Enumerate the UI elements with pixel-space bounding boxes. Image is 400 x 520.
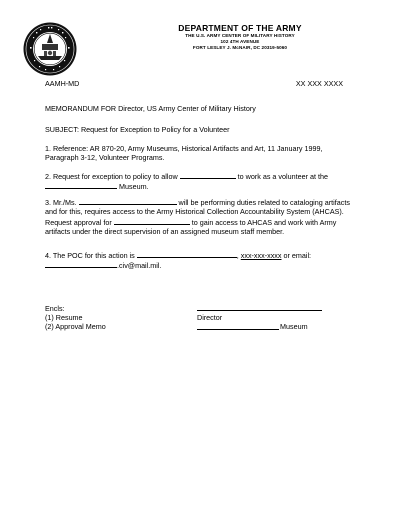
museum-name-signature-blank[interactable] bbox=[197, 329, 279, 330]
museum-name-blank[interactable] bbox=[45, 181, 117, 189]
memo-date: XX XXX XXXX bbox=[295, 79, 343, 88]
street-address: 102 4TH AVENUE bbox=[220, 39, 260, 44]
volunteer-name-blank-2[interactable] bbox=[79, 197, 177, 205]
subject-line: SUBJECT: Request for Exception to Policy for a Volunteer bbox=[45, 125, 230, 134]
p2-text-b: to work as a volunteer at the bbox=[237, 172, 328, 181]
p3-text-c: to gain access to AHCAS and work with Army artifacts under the direct supervision of an assigned museum staff member. bbox=[45, 217, 337, 236]
poc-email-blank[interactable] bbox=[45, 260, 117, 268]
p2-text-a: 2. Request for exception to policy to allow bbox=[45, 172, 178, 181]
department-name: DEPARTMENT OF THE ARMY bbox=[178, 23, 302, 33]
enclosure-resume: (1) Resume bbox=[45, 313, 83, 322]
p4-text-c: .civ@mail.mil. bbox=[117, 261, 162, 271]
city-address: FORT LESLEY J. McNAIR, DC 20319-5060 bbox=[192, 45, 288, 50]
office-symbol: AAMH-MD bbox=[45, 79, 80, 88]
director-signature-line[interactable] bbox=[197, 310, 322, 311]
army-seal-icon bbox=[23, 22, 77, 76]
memorandum-for-line: MEMORANDUM FOR Director, US Army Center of Military History bbox=[45, 104, 256, 113]
paragraph-reference: 1. Reference: AR 870-20, Army Museums, Historical Artifacts and Art, 11 January 1999, Paragraph 3-12, Volunteer Programs. bbox=[45, 144, 323, 163]
p3-text-a: 3. Mr./Ms. bbox=[45, 198, 77, 207]
volunteer-name-blank[interactable] bbox=[180, 171, 236, 179]
director-title: Director bbox=[197, 313, 223, 322]
enclosure-approval-memo: (2) Approval Memo bbox=[45, 322, 106, 331]
paragraph-duties bbox=[45, 197, 355, 236]
p4-text-a: 4. The POC for this action is bbox=[45, 251, 135, 260]
enclosures-label: Encls: bbox=[45, 304, 65, 313]
volunteer-name-blank-3[interactable] bbox=[114, 217, 190, 225]
p2-text-c: Museum. bbox=[119, 182, 149, 192]
poc-name-blank[interactable] bbox=[137, 250, 237, 258]
p3-text-b: will be performing duties related to cataloging artifacts and for this, requires access to the Army Historical Collection Accountability System (AHCAS). Request approval for bbox=[45, 198, 350, 227]
museum-label: Museum bbox=[280, 322, 308, 331]
poc-phone: xxx-xxx-xxxx bbox=[240, 251, 282, 260]
paragraph-poc: 4. The POC for this action is , xxx-xxx-xxxx or email: .civ@mail.mil. bbox=[45, 251, 312, 271]
paragraph-request bbox=[45, 171, 345, 192]
center-name: THE U.S. ARMY CENTER OF MILITARY HISTORY bbox=[185, 33, 295, 38]
p4-text-b: or email: bbox=[283, 251, 312, 260]
